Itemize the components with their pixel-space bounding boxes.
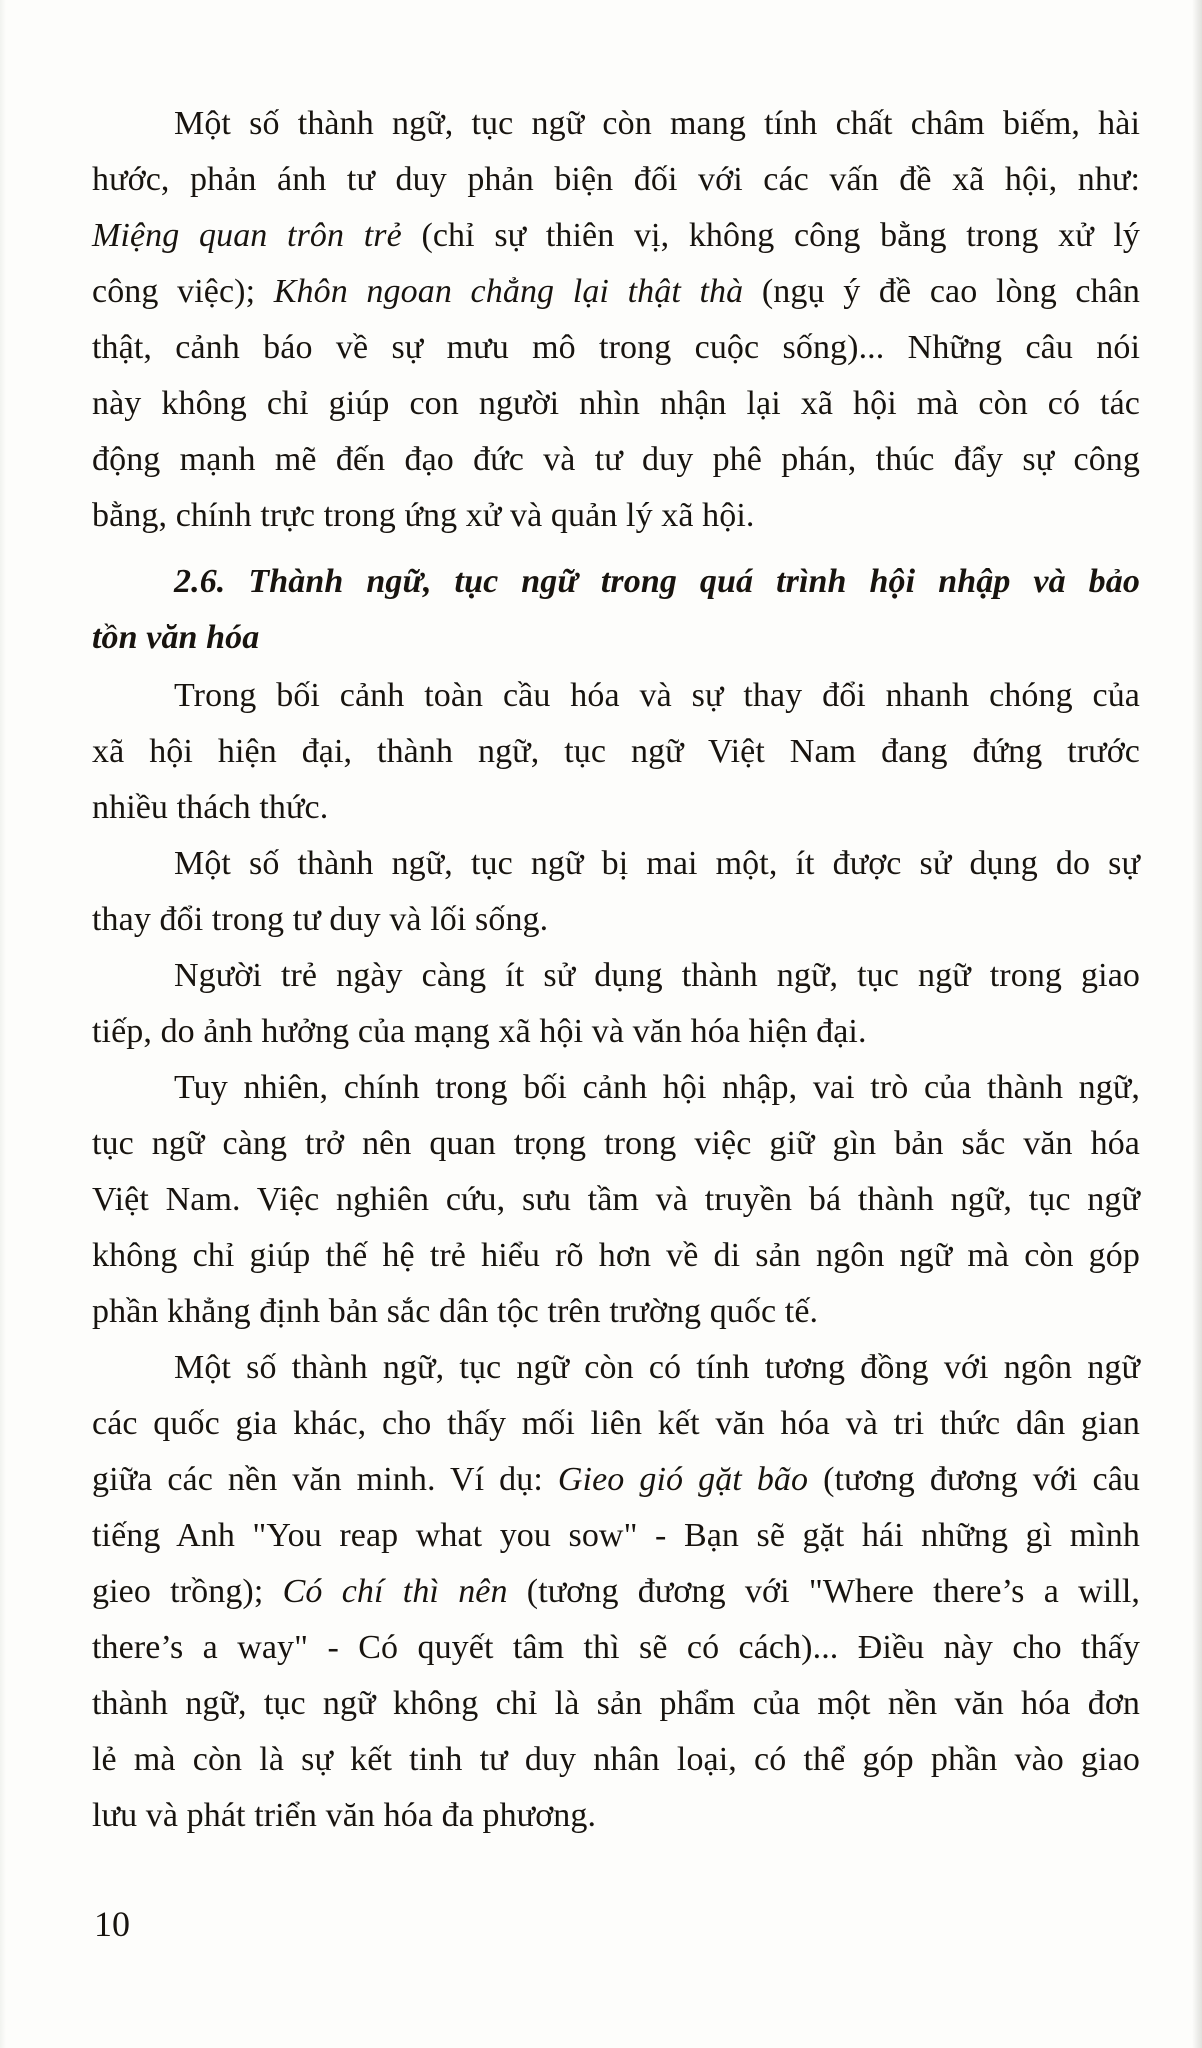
text-line xyxy=(92,1676,1140,1732)
text-line xyxy=(92,1508,1140,1564)
page-number: 10 xyxy=(94,1904,130,1944)
text-line xyxy=(92,320,1140,376)
idiom-italic-text: Miệng quan trôn trẻ xyxy=(92,217,402,254)
body-text: tục ngữ càng trở nên quan trọng trong việc giữ gìn bản sắc văn hóa xyxy=(92,1125,1140,1162)
text-line xyxy=(92,1564,1140,1620)
paragraph xyxy=(92,1060,1140,1340)
page-left-scan-edge xyxy=(0,0,6,2048)
paragraph xyxy=(92,668,1140,836)
page-right-scan-edge xyxy=(1192,0,1202,2048)
body-text: Một số thành ngữ, tục ngữ bị mai một, ít được sử dụng do sự xyxy=(174,845,1140,882)
text-line xyxy=(92,1788,1140,1844)
text-line xyxy=(92,1004,1140,1060)
idiom-italic-text: Gieo gió gặt bão xyxy=(557,1461,809,1498)
text-line xyxy=(92,948,1140,1004)
text-line xyxy=(92,668,1140,724)
body-text: lưu và phát triển văn hóa đa phương. xyxy=(92,1797,597,1834)
body-text: xã hội hiện đại, thành ngữ, tục ngữ Việt Nam đang đứng trước xyxy=(92,733,1140,770)
body-text: Một số thành ngữ, tục ngữ còn mang tính chất châm biếm, hài xyxy=(174,105,1140,142)
text-line xyxy=(92,1620,1140,1676)
body-text: Trong bối cảnh toàn cầu hóa và sự thay đổi nhanh chóng của xyxy=(174,677,1140,714)
body-text: (tương đương với "Where there’s a will, xyxy=(507,1573,1141,1610)
body-text: lẻ mà còn là sự kết tinh tư duy nhân loại, có thể góp phần vào giao xyxy=(92,1741,1140,1778)
text-line xyxy=(92,1340,1140,1396)
text-line xyxy=(92,264,1140,320)
text-line xyxy=(92,208,1140,264)
body-text: động mạnh mẽ đến đạo đức và tư duy phê phán, thúc đẩy sự công xyxy=(92,441,1140,478)
text-line xyxy=(92,1452,1140,1508)
text-line xyxy=(92,1228,1140,1284)
paragraph xyxy=(92,836,1140,948)
body-text: không chỉ giúp thế hệ trẻ hiểu rõ hơn về di sản ngôn ngữ mà còn góp xyxy=(92,1237,1140,1274)
text-line xyxy=(92,1060,1140,1116)
paragraph xyxy=(92,96,1140,544)
body-text: tiếng Anh "You reap what you sow" - Bạn sẽ gặt hái những gì mình xyxy=(92,1517,1140,1554)
text-block xyxy=(92,96,1140,1844)
text-line xyxy=(92,724,1140,780)
body-text: thật, cảnh báo về sự mưu mô trong cuộc sống)... Những câu nói xyxy=(92,329,1140,366)
idiom-italic-text: Có chí thì nên xyxy=(282,1573,508,1610)
body-text: thay đổi trong tư duy và lối sống. xyxy=(92,901,549,938)
text-line xyxy=(92,892,1140,948)
body-text: tiếp, do ảnh hưởng của mạng xã hội và văn hóa hiện đại. xyxy=(92,1013,867,1050)
text-line xyxy=(92,1284,1140,1340)
body-text: (ngụ ý đề cao lòng chân xyxy=(743,273,1141,310)
body-text: 2.6. Thành ngữ, tục ngữ trong quá trình hội nhập và bảo xyxy=(174,563,1140,600)
text-line xyxy=(92,1396,1140,1452)
idiom-italic-text: Khôn ngoan chẳng lại thật thà xyxy=(273,273,744,310)
text-line xyxy=(92,1172,1140,1228)
body-text: các quốc gia khác, cho thấy mối liên kết văn hóa và tri thức dân gian xyxy=(92,1405,1140,1442)
text-line xyxy=(92,554,1140,610)
paragraph xyxy=(92,1340,1140,1844)
body-text: thành ngữ, tục ngữ không chỉ là sản phẩm của một nền văn hóa đơn xyxy=(92,1685,1140,1722)
text-line xyxy=(92,610,1140,666)
body-text: này không chỉ giúp con người nhìn nhận lại xã hội mà còn có tác xyxy=(92,385,1140,422)
body-text: hước, phản ánh tư duy phản biện đối với các vấn đề xã hội, như: xyxy=(92,161,1140,198)
body-text: nhiều thách thức. xyxy=(92,789,329,826)
body-text: phần khẳng định bản sắc dân tộc trên trường quốc tế. xyxy=(92,1293,819,1330)
text-line xyxy=(92,780,1140,836)
text-line xyxy=(92,836,1140,892)
section-heading xyxy=(92,554,1140,666)
text-line xyxy=(92,96,1140,152)
body-text: gieo trồng); xyxy=(92,1573,283,1610)
body-text: công việc); xyxy=(92,273,274,310)
body-text: Người trẻ ngày càng ít sử dụng thành ngữ, tục ngữ trong giao xyxy=(174,957,1140,994)
body-text: (tương đương với câu xyxy=(808,1461,1140,1498)
text-line xyxy=(92,376,1140,432)
body-text: bằng, chính trực trong ứng xử và quản lý xã hội. xyxy=(92,497,755,534)
body-text: Việt Nam. Việc nghiên cứu, sưu tầm và truyền bá thành ngữ, tục ngữ xyxy=(92,1181,1140,1218)
text-line xyxy=(92,152,1140,208)
text-line xyxy=(92,432,1140,488)
body-text: there’s a way" - Có quyết tâm thì sẽ có cách)... Điều này cho thấy xyxy=(92,1629,1140,1666)
body-text: tồn văn hóa xyxy=(92,619,260,656)
paragraph xyxy=(92,948,1140,1060)
body-text: Một số thành ngữ, tục ngữ còn có tính tương đồng với ngôn ngữ xyxy=(174,1349,1140,1386)
text-line xyxy=(92,1732,1140,1788)
body-text: Tuy nhiên, chính trong bối cảnh hội nhập, vai trò của thành ngữ, xyxy=(174,1069,1140,1106)
body-text: (chỉ sự thiên vị, không công bằng trong xử lý xyxy=(401,217,1140,254)
body-text: giữa các nền văn minh. Ví dụ: xyxy=(92,1461,558,1498)
text-line xyxy=(92,488,1140,544)
text-line xyxy=(92,1116,1140,1172)
